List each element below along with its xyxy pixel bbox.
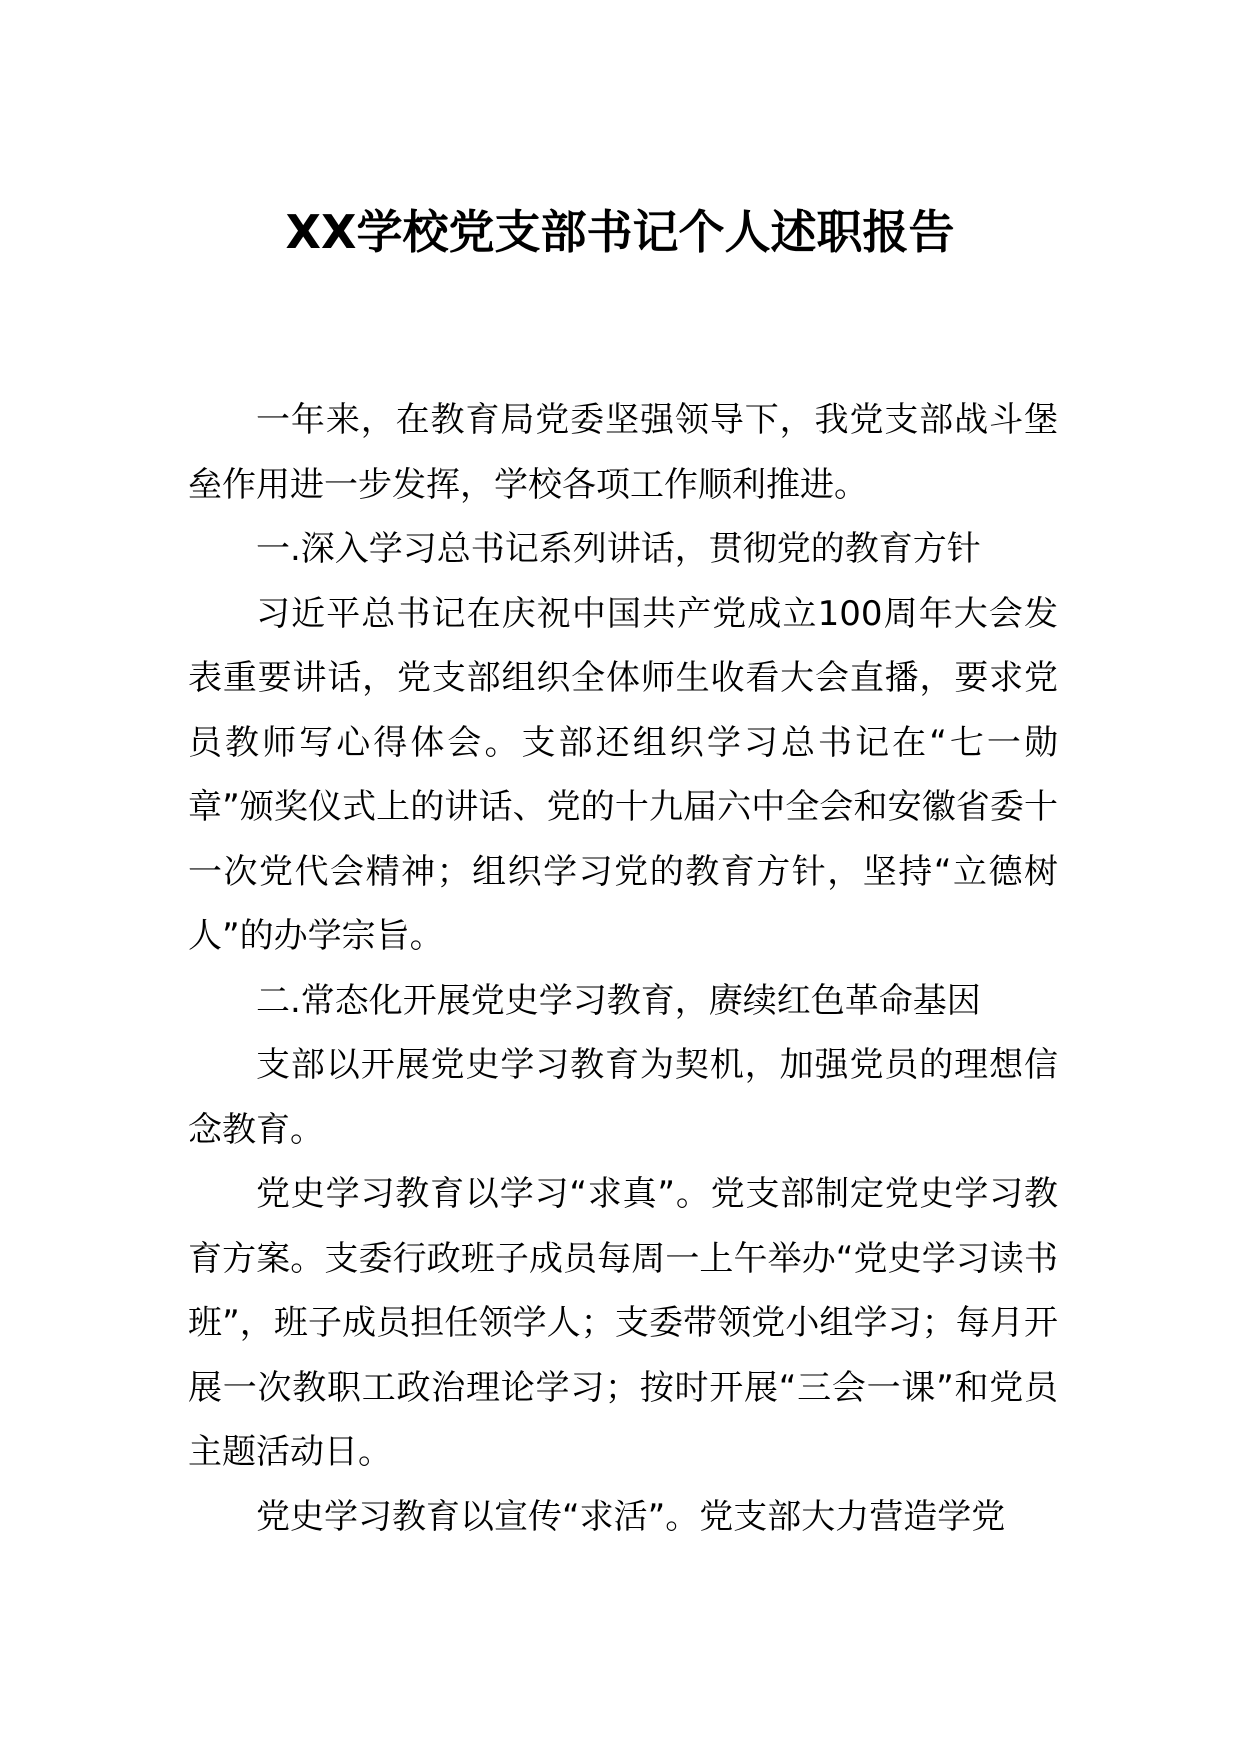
paragraph: 支部以开展党史学习教育为契机，加强党员的理想信念教育。 — [188, 1045, 1058, 1150]
section-heading-1: 一.深入学习总书记系列讲话，贯彻党的教育方针 — [256, 529, 981, 569]
paragraph-intro: 一年来，在教育局党委坚强领导下，我党支部战斗堡垒作用进一步发挥，学校各项工作顺利推进。 — [188, 400, 1058, 505]
document-body — [188, 388, 1058, 1549]
paragraph: 党史学习教育以学习“求真”。党支部制定党史学习教育方案。支委行政班子成员每周一上午举办“党史学习读书班”，班子成员担任领学人；支委带领党小组学习；每月开展一次教职工政治理论学习；按时开展“三会一课”和党员主题活动日。 — [188, 1174, 1058, 1472]
section-heading-2: 二.常态化开展党史学习教育，赓续红色革命基因 — [256, 980, 981, 1021]
document-title: XX学校党支部书记个人述职报告 — [285, 205, 955, 259]
paragraph: 党史学习教育以宣传“求活”。党支部大力营造学党 — [256, 1496, 1006, 1537]
paragraph: 习近平总书记在庆祝中国共产党成立100周年大会发表重要讲话，党支部组织全体师生收看大会直播，要求党员教师写心得体会。支部还组织学习总书记在“七一勋章”颁奖仪式上的讲话、党的十九届六中全会和安徽省委十一次党代会精神；组织学习党的教育方针，坚持“立德树人”的办学宗旨。 — [188, 593, 1058, 956]
